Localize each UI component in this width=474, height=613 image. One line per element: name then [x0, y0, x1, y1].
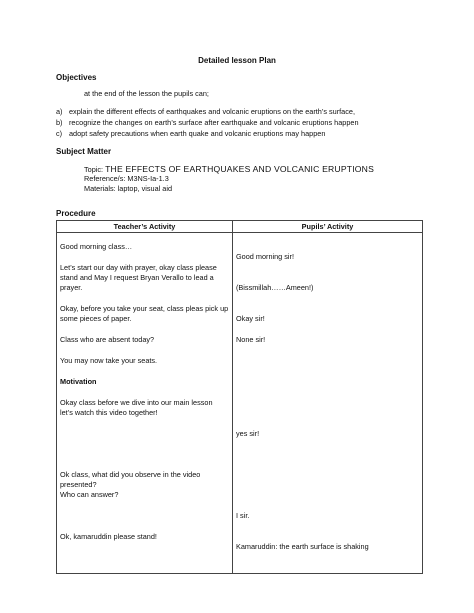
objective-text: adopt safety precautions when earth quake and volcanic eruptions may happen: [69, 129, 326, 138]
teacher-line: You may now take your seats.: [60, 356, 158, 365]
teacher-activity-cell: [57, 233, 233, 574]
pupils-activity-header: Pupils’ Activity: [233, 221, 423, 233]
pupil-line: I sir.: [236, 511, 250, 520]
materials-line: Materials: laptop, visual aid: [84, 184, 173, 193]
teacher-line: Let’s start our day with prayer, okay class please: [60, 263, 217, 272]
pupil-line: yes sir!: [236, 429, 260, 438]
teacher-line: Who can answer?: [60, 490, 119, 499]
teacher-line: Ok, kamaruddin please stand!: [60, 532, 157, 541]
procedure-table: [56, 220, 423, 574]
teacher-line: prayer.: [60, 283, 83, 292]
objective-item-b: [56, 118, 436, 128]
objective-text: recognize the changes on earth’s surface after earthquake and volcanic eruptions happen: [69, 118, 359, 127]
procedure-header-row: [57, 221, 423, 233]
teacher-activity-header: Teacher’s Activity: [57, 221, 233, 233]
pupil-line: (Bissmillah……Ameen!): [236, 283, 314, 292]
pupil-line: Okay sir!: [236, 314, 265, 323]
teacher-line: some pieces of paper.: [60, 314, 132, 323]
motivation-subheading: Motivation: [60, 377, 97, 386]
teacher-line: Okay, before you take your seat, class pleas pick up: [60, 304, 229, 313]
topic-label: Topic:: [84, 165, 104, 174]
pupil-line: Kamaruddin: the earth surface is shaking: [236, 542, 369, 551]
teacher-line: Good morning class…: [60, 242, 133, 251]
subject-matter-heading: Subject Matter: [56, 147, 112, 156]
teacher-line: Class who are absent today?: [60, 335, 155, 344]
objectives-intro: at the end of the lesson the pupils can;: [84, 89, 209, 98]
objective-item-a: [56, 107, 436, 117]
objective-text: explain the different effects of earthquakes and volcanic eruptions on the earth’s surface,: [69, 107, 355, 116]
teacher-line: let’s watch this video together!: [60, 408, 158, 417]
teacher-line: Ok class, what did you observe in the video: [60, 470, 201, 479]
reference-line: Reference/s: M3NS-Ia-1.3: [84, 174, 169, 183]
objective-marker: b): [56, 118, 63, 127]
objectives-heading: Objectives: [56, 73, 97, 82]
pupil-line: Good morning sir!: [236, 252, 294, 261]
teacher-line: presented?: [60, 480, 97, 489]
teacher-line: Okay class before we dive into our main lesson: [60, 398, 213, 407]
procedure-body-row: [57, 233, 423, 574]
teacher-line: stand and May I request Bryan Verallo to lead a: [60, 273, 214, 282]
pupils-activity-cell: [233, 233, 423, 574]
document-title: Detailed lesson Plan: [198, 56, 276, 65]
objective-item-c: [56, 129, 436, 139]
objective-marker: c): [56, 129, 63, 138]
pupil-line: None sir!: [236, 335, 266, 344]
procedure-heading: Procedure: [56, 209, 96, 218]
topic-value: THE EFFECTS OF EARTHQUAKES AND VOLCANIC ERUPTIONS: [105, 164, 375, 174]
objective-marker: a): [56, 107, 63, 116]
